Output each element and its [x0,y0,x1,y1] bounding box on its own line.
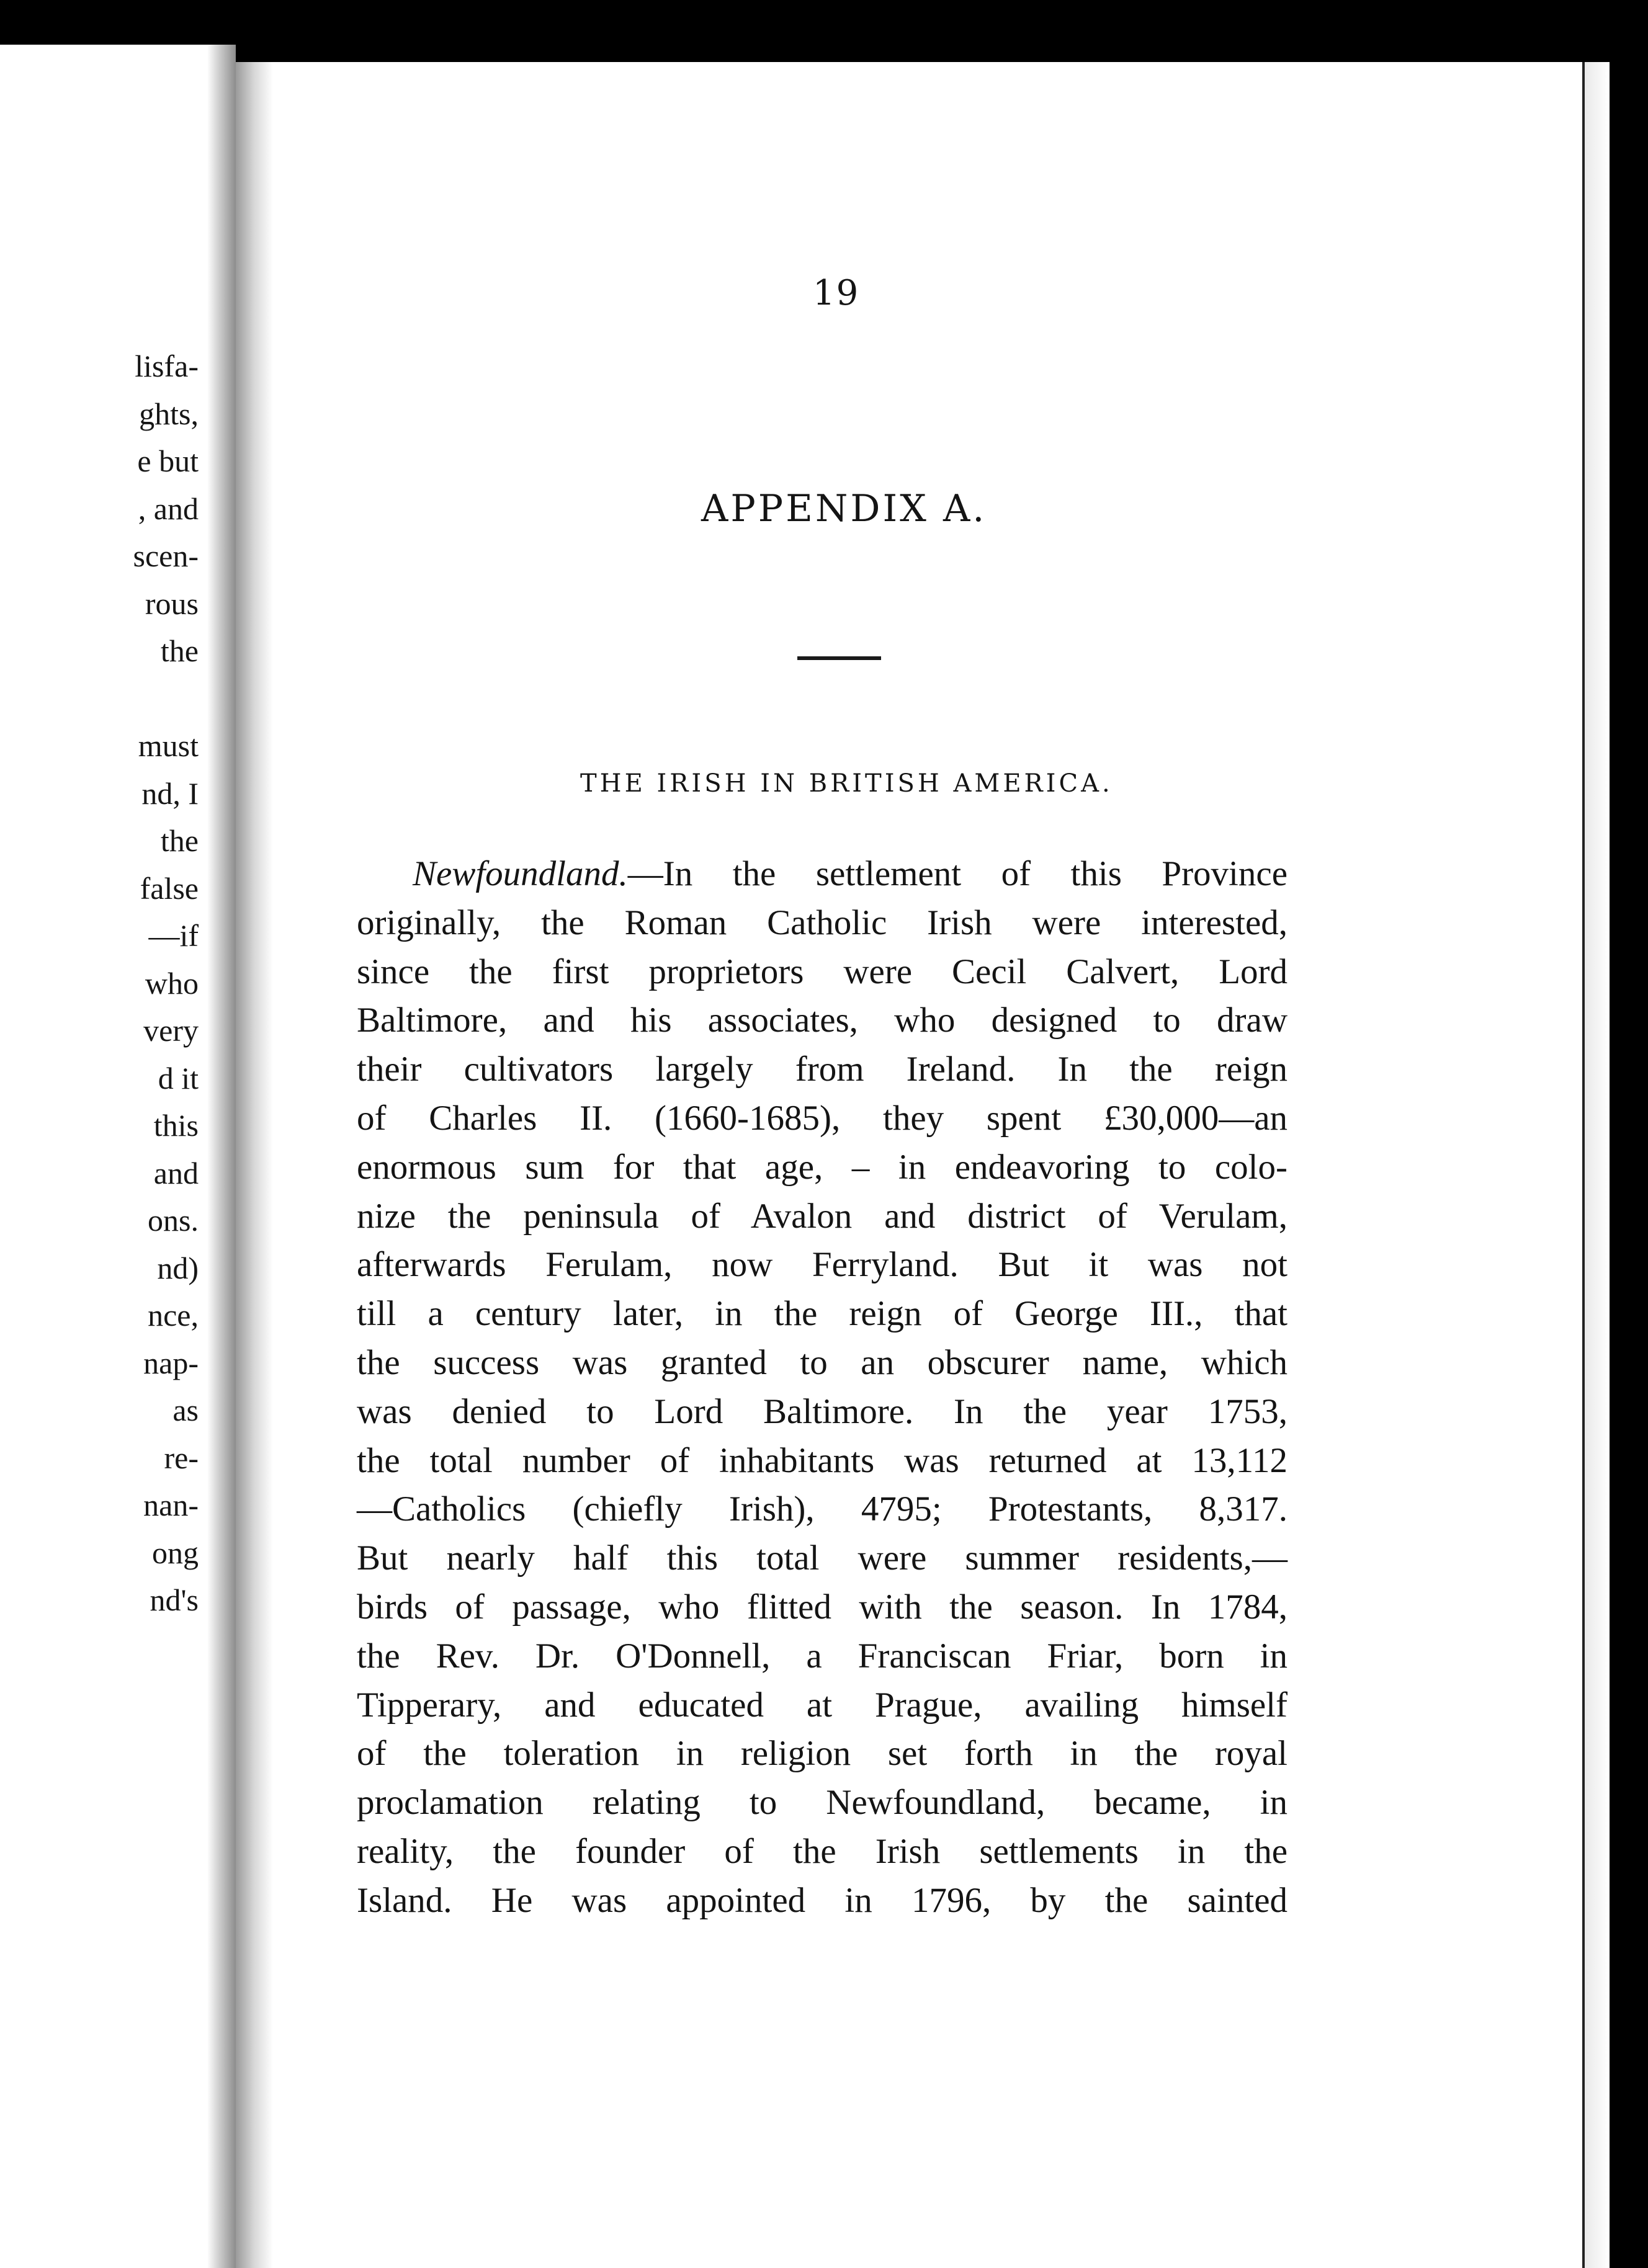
facing-page-line: ong [152,1535,199,1570]
body-line: —Catholics (chiefly Irish), 4795; Protestants, 8,317. [357,1489,1288,1529]
body-line: since the first proprietors were Cecil Calvert, Lord [357,952,1288,991]
facing-page-line: rous [145,586,199,621]
appendix-title: APPENDIX A. [701,487,987,530]
body-line: afterwards Ferulam, now Ferryland. But it was not [357,1245,1288,1285]
body-line: was denied to Lord Baltimore. In the year 1753, [357,1391,1288,1431]
body-line: birds of passage, who flitted with the season. In 1784, [357,1587,1288,1627]
facing-page-line: very [143,1013,199,1048]
body-line: proclamation relating to Newfoundland, became, in [357,1783,1288,1823]
facing-page-line: nd) [157,1250,199,1285]
facing-page-line: the [160,823,199,858]
body-line: originally, the Roman Catholic Irish were interested, [357,903,1288,942]
facing-page-line: who [145,965,199,1001]
body-line: the Rev. Dr. O'Donnell, a Franciscan Friar, born in [357,1636,1288,1676]
facing-page-line: ons. [148,1203,199,1238]
body-line: of Charles II. (1660-1685), they spent £30,000—an [357,1098,1288,1138]
facing-page-line: must [138,728,199,763]
body-line [357,850,1288,899]
facing-page-line: false [140,870,199,906]
facing-page-line: nap- [143,1345,199,1380]
facing-page-line: scen- [133,538,199,573]
body-line: their cultivators largely from Ireland. In the reign [357,1050,1288,1089]
facing-page-line: d it [158,1060,199,1096]
page-number: 19 [813,273,860,313]
gutter-shadow [207,45,236,2268]
body-line: the total number of inhabitants was returned at 13,112 [357,1440,1288,1480]
facing-page-line: nd's [150,1583,199,1617]
facing-page-line: this [153,1108,199,1143]
body-line: nize the peninsula of Avalon and district of Verulam, [357,1196,1288,1236]
facing-page-line: lisfa- [135,349,199,383]
title-rule [797,656,881,660]
facing-page-line: the [160,633,199,668]
body-line: Baltimore, and his associates, who designed to draw [357,1001,1288,1040]
section-heading: THE IRISH IN BRITISH AMERICA. [580,769,1113,798]
body-line: the success was granted to an obscurer name, which [357,1342,1288,1382]
page-edge [1582,62,1610,2268]
facing-page-line: nan- [143,1488,199,1522]
body-paragraph [357,850,1288,1926]
body-line: of the toleration in religion set forth in the royal [357,1734,1288,1774]
body-line: till a century later, in the reign of George III., that [357,1294,1288,1334]
place-name-italic: Newfoundland. [413,854,628,893]
facing-page-line: ghts, [139,396,199,431]
body-line: enormous sum for that age, – in endeavoring to colo- [357,1147,1288,1187]
facing-page-line: , and [138,491,199,526]
facing-page-line: nd, I [141,775,199,811]
body-line: reality, the founder of the Irish settlements in the [357,1831,1288,1871]
body-line: But nearly half this total were summer residents,— [357,1538,1288,1578]
facing-page-line: as [172,1393,199,1427]
facing-page-line: re- [164,1440,199,1475]
body-line: Island. He was appointed in 1796, by the sainted [357,1880,1288,1920]
facing-page-line: e but [137,444,199,478]
body-line: Tipperary, and educated at Prague, availing himself [357,1685,1288,1725]
gutter-shadow [236,62,273,2268]
facing-page-line: nce, [148,1298,199,1333]
body-line-rest: —In the settlement of this Province [627,854,1288,893]
facing-page-line: —if [148,918,199,953]
facing-page-line: and [153,1155,199,1190]
facing-page-left [0,45,236,2268]
